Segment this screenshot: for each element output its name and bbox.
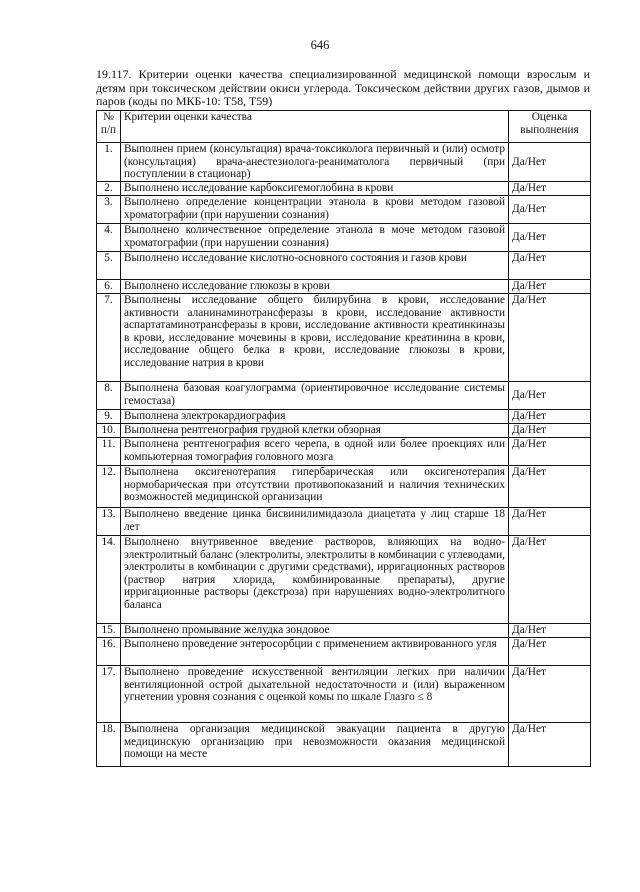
table-row [97,294,591,382]
row-criterion: Выполнено исследование кислотно-основного состояния и газов крови [121,252,509,280]
table-row [97,666,591,723]
quality-criteria-table [96,110,591,767]
table-row [97,410,591,424]
row-evaluation: Да/Нет [509,294,591,382]
header-number: № п/п [97,111,121,143]
row-evaluation: Да/Нет [509,666,591,723]
table-row [97,638,591,666]
header-evaluation: Оценка выполнения [509,111,591,143]
row-evaluation: Да/Нет [509,723,591,767]
row-evaluation: Да/Нет [509,410,591,424]
page-number: 646 [310,38,330,52]
row-criterion: Выполнена рентгенография грудной клетки обзорная [121,424,509,438]
table-row [97,536,591,624]
table-row [97,382,591,410]
table-row [97,280,591,294]
table-row [97,723,591,767]
table-row [97,466,591,508]
row-criterion: Выполнено количественное определение этанола в моче методом газовой хроматографии (при нарушении сознания) [121,224,509,252]
table-header-row [97,111,591,143]
table-row [97,624,591,638]
row-number: 10. [97,424,121,438]
header-criterion: Критерии оценки качества [121,111,509,143]
row-criterion: Выполнена базовая коагулограмма (ориентировочное исследование системы гемостаза) [121,382,509,410]
row-number: 9. [97,410,121,424]
row-number: 7. [97,294,121,382]
row-evaluation: Да/Нет [509,624,591,638]
table-row [97,196,591,224]
row-number: 18. [97,723,121,767]
row-criterion: Выполнено промывание желудка зондовое [121,624,509,638]
row-criterion: Выполнена электрокардиография [121,410,509,424]
row-evaluation: Да/Нет [509,182,591,196]
row-criterion: Выполнен прием (консультация) врача-токсиколога первичный и (или) осмотр (консультация) врача-анестезиолога-реаниматолога первичный (при поступлении в стационар) [121,143,509,182]
row-number: 3. [97,196,121,224]
row-number: 4. [97,224,121,252]
row-criterion: Выполнена организация медицинской эвакуации пациента в другую медицинскую организацию при невозможности оказания медицинской помощи на месте [121,723,509,767]
table-row [97,143,591,182]
row-criterion: Выполнено внутривенное введение растворов, влияющих на водно-электролитный баланс (электролиты, электролиты в комбинации с углеводами, электролиты в комбинации с другими средствами), ирригационных растворов (раствор натрия хлорида, комбинированные препараты), другие ирригационные растворы (декстроза) при нарушениях водно-электролитного баланса [121,536,509,624]
row-number: 17. [97,666,121,723]
row-evaluation: Да/Нет [509,280,591,294]
row-evaluation: Да/Нет [509,466,591,508]
table-row [97,508,591,536]
row-criterion: Выполнено проведение энтеросорбции с применением активированного угля [121,638,509,666]
row-number: 8. [97,382,121,410]
row-number: 5. [97,252,121,280]
row-criterion: Выполнено проведение искусственной вентиляции легких при наличии вентиляционной острой дыхательной недостаточности и (или) выраженном угнетении уровня сознания с оценкой комы по шкале Глазго ≤ 8 [121,666,509,723]
row-evaluation: Да/Нет [509,536,591,624]
section-heading: 19.117. Критерии оценки качества специализированной медицинской помощи взрослым и детям при токсическом действии окиси углерода. Токсическом действии других газов, дымов и паров (коды по МКБ-10: T58, T59) [96,67,590,108]
row-criterion: Выполнено введение цинка бисвинилимидазола диацетата у лиц старше 18 лет [121,508,509,536]
row-number: 1. [97,143,121,182]
table-row [97,224,591,252]
table-row [97,424,591,438]
row-number: 15. [97,624,121,638]
row-evaluation: Да/Нет [509,638,591,666]
row-number: 2. [97,182,121,196]
row-number: 11. [97,438,121,466]
row-evaluation: Да/Нет [509,424,591,438]
row-evaluation: Да/Нет [509,252,591,280]
row-criterion: Выполнено определение концентрации этанола в крови методом газовой хроматографии (при нарушении сознания) [121,196,509,224]
row-evaluation: Да/Нет [509,224,591,252]
row-criterion: Выполнены исследование общего билирубина в крови, исследование активности аланинаминотрансферазы в крови, исследование активности аспартатаминотрансферазы в крови, исследование активности креатинкиназы в крови, исследование мочевины в крови, исследование креатинина в крови, исследование общего белка в крови, исследование глюкозы в крови, исследование натрия в крови [121,294,509,382]
table-row [97,182,591,196]
row-evaluation: Да/Нет [509,508,591,536]
row-number: 13. [97,508,121,536]
row-evaluation: Да/Нет [509,196,591,224]
row-criterion: Выполнена оксигенотерапия гипербарическая или оксигенотерапия нормобарическая при отсутствии противопоказаний и наличия технических возможностей медицинской организации [121,466,509,508]
table-row [97,252,591,280]
row-number: 6. [97,280,121,294]
row-criterion: Выполнена рентгенография всего черепа, в одной или более проекциях или компьютерная томография головного мозга [121,438,509,466]
table-row [97,438,591,466]
row-criterion: Выполнено исследование глюкозы в крови [121,280,509,294]
row-evaluation: Да/Нет [509,438,591,466]
row-evaluation: Да/Нет [509,382,591,410]
row-evaluation: Да/Нет [509,143,591,182]
row-criterion: Выполнено исследование карбоксигемоглобина в крови [121,182,509,196]
row-number: 14. [97,536,121,624]
row-number: 16. [97,638,121,666]
row-number: 12. [97,466,121,508]
